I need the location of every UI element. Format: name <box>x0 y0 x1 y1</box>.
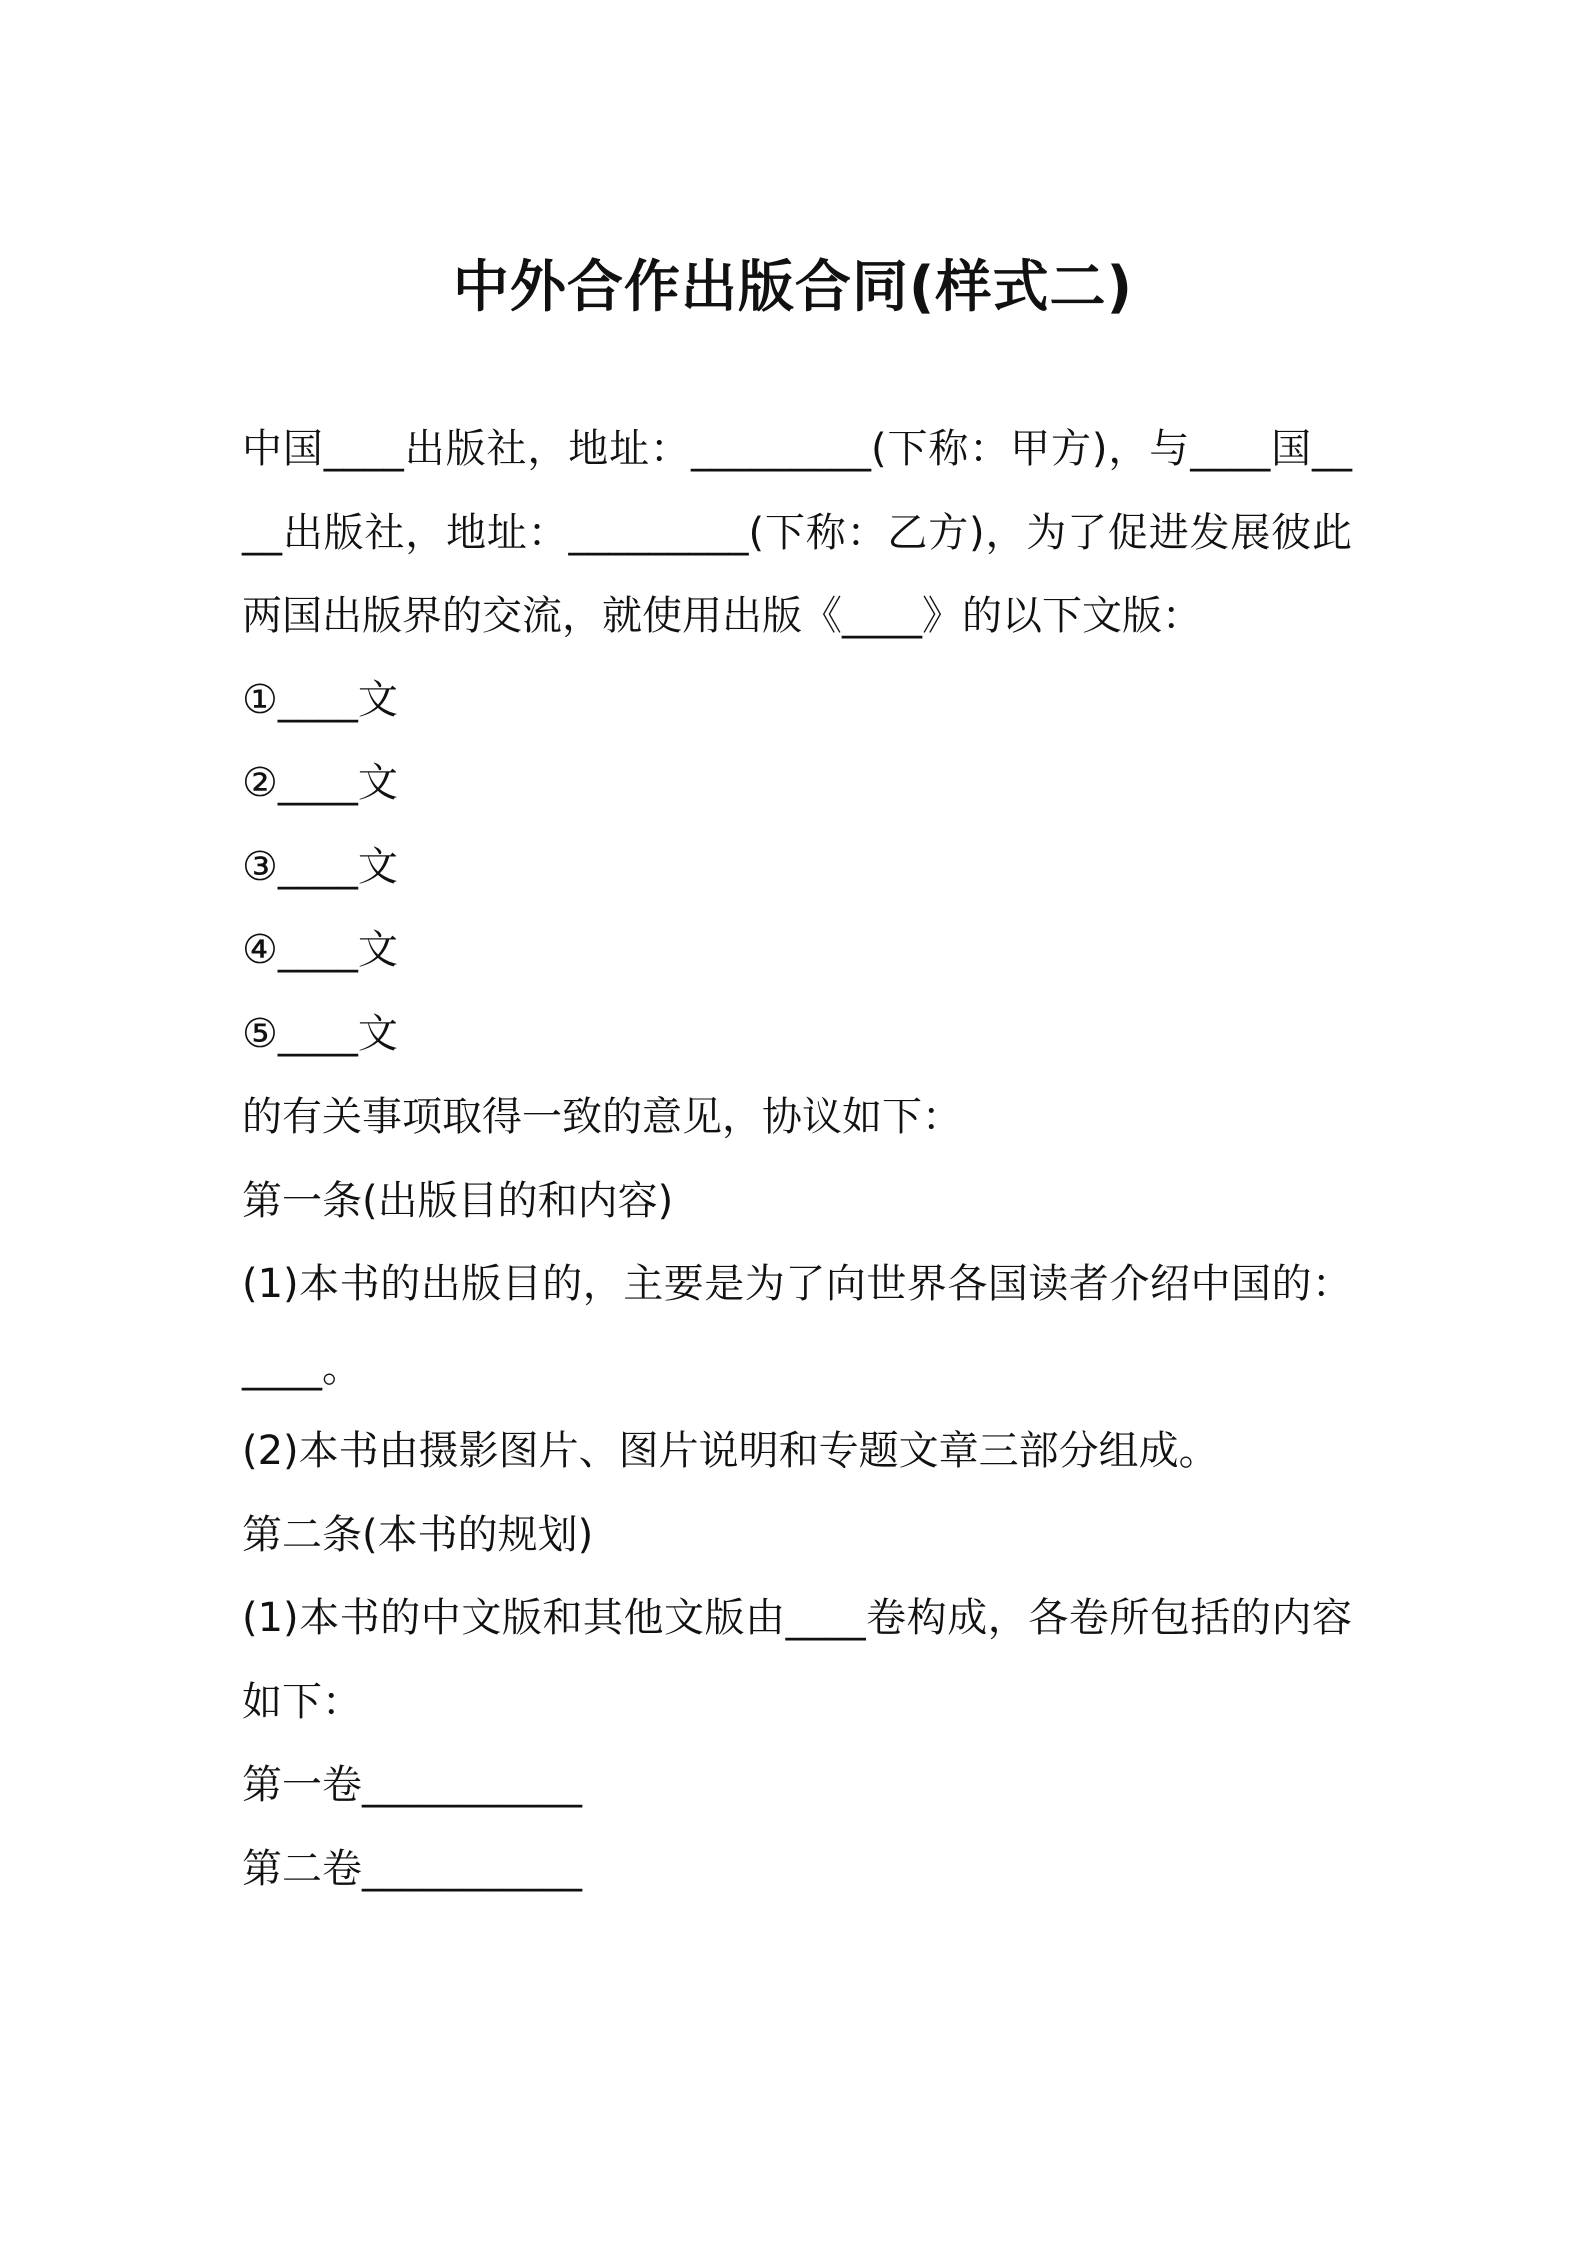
language-item-4: ④____文 <box>242 927 398 973</box>
language-item-5: ⑤____文 <box>242 1010 398 1057</box>
article-1-clause-1: (1)本书的出版目的，主要是为了向世界各国读者介绍中国的：____。 <box>242 1261 1352 1391</box>
article-1-heading: 第一条(出版目的和内容) <box>242 1177 674 1224</box>
article-2-clause-1: (1)本书的中文版和其他文版由____卷构成，各卷所包括的内容如下： <box>242 1595 1352 1725</box>
article-2-heading: 第二条(本书的规划) <box>242 1511 594 1558</box>
volume-2-line: 第二卷___________ <box>242 1845 582 1892</box>
intro-paragraph: 中国____出版社，地址：_________(下称：甲方)，与____国____出版社，地址：_________(下称：乙方)，为了促进发展彼此两国出版界的交流，就使用出版《____》的以下文版： <box>242 426 1352 639</box>
document-body <box>242 408 1352 1911</box>
agreement-statement: 的有关事项取得一致的意见，协议如下： <box>242 1094 962 1140</box>
volume-1-line: 第一卷___________ <box>242 1762 582 1808</box>
article-1-clause-2: (2)本书由摄影图片、图片说明和专题文章三部分组成。 <box>242 1428 1219 1474</box>
document-title: 中外合作出版合同(样式二) <box>452 255 1134 320</box>
language-item-2: ②____文 <box>242 760 398 806</box>
language-item-1: ①____文 <box>242 676 398 723</box>
language-item-3: ③____文 <box>242 843 398 890</box>
